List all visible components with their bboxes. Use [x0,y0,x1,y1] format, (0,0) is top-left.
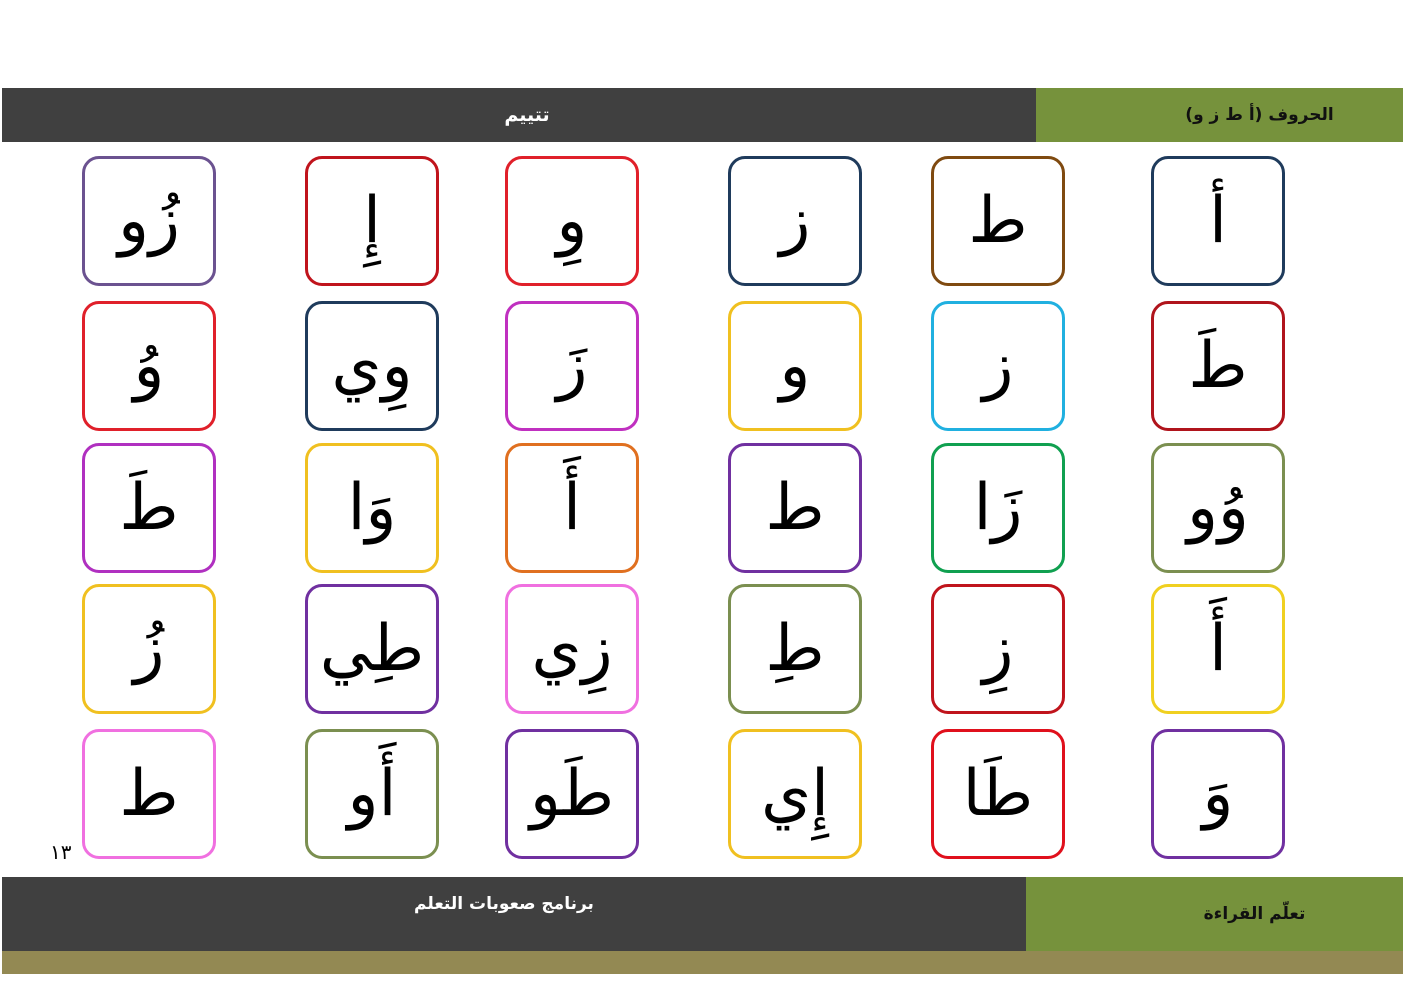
letter-card: زُو [82,156,216,286]
letter-card: زِي [505,584,639,714]
letter-card: ط [728,443,862,573]
header-lesson: الحروف (أ ط ز و) [1185,105,1334,125]
header-title: تتييم [504,104,550,126]
letter-card: ز [728,156,862,286]
page-number: ١٣ [50,840,72,864]
letter-card: أَ [505,443,639,573]
letter-card: طِ [728,584,862,714]
letter-card: طَو [505,729,639,859]
header-title-bar [2,88,1036,142]
letter-card: طَ [82,443,216,573]
letter-card: و [728,301,862,431]
header-lesson-bar [1036,88,1403,142]
letter-card: أَ [1151,584,1285,714]
letter-card: وَ [1151,729,1285,859]
letter-card: وِ [505,156,639,286]
letter-card: زَ [505,301,639,431]
letter-card: وِي [305,301,439,431]
footer-program-bar [2,877,1026,951]
letter-card: وُو [1151,443,1285,573]
letter-card: ط [82,729,216,859]
letter-card: ز [931,301,1065,431]
footer-strip [2,951,1403,974]
letter-card: أَو [305,729,439,859]
letter-card: طَا [931,729,1065,859]
letter-card: طَ [1151,301,1285,431]
letter-card: أ [1151,156,1285,286]
letter-card: وَا [305,443,439,573]
footer-program: برنامج صعوبات التعلم [414,894,594,914]
letter-card: وُ [82,301,216,431]
letter-card: زَا [931,443,1065,573]
letter-card: ط [931,156,1065,286]
letter-card: إِي [728,729,862,859]
letter-card: زِ [931,584,1065,714]
letter-card: طِي [305,584,439,714]
letter-card: زُ [82,584,216,714]
footer-book-bar [1026,877,1403,951]
footer-book: تعلّم القراءة [1203,904,1306,924]
letter-card: إِ [305,156,439,286]
